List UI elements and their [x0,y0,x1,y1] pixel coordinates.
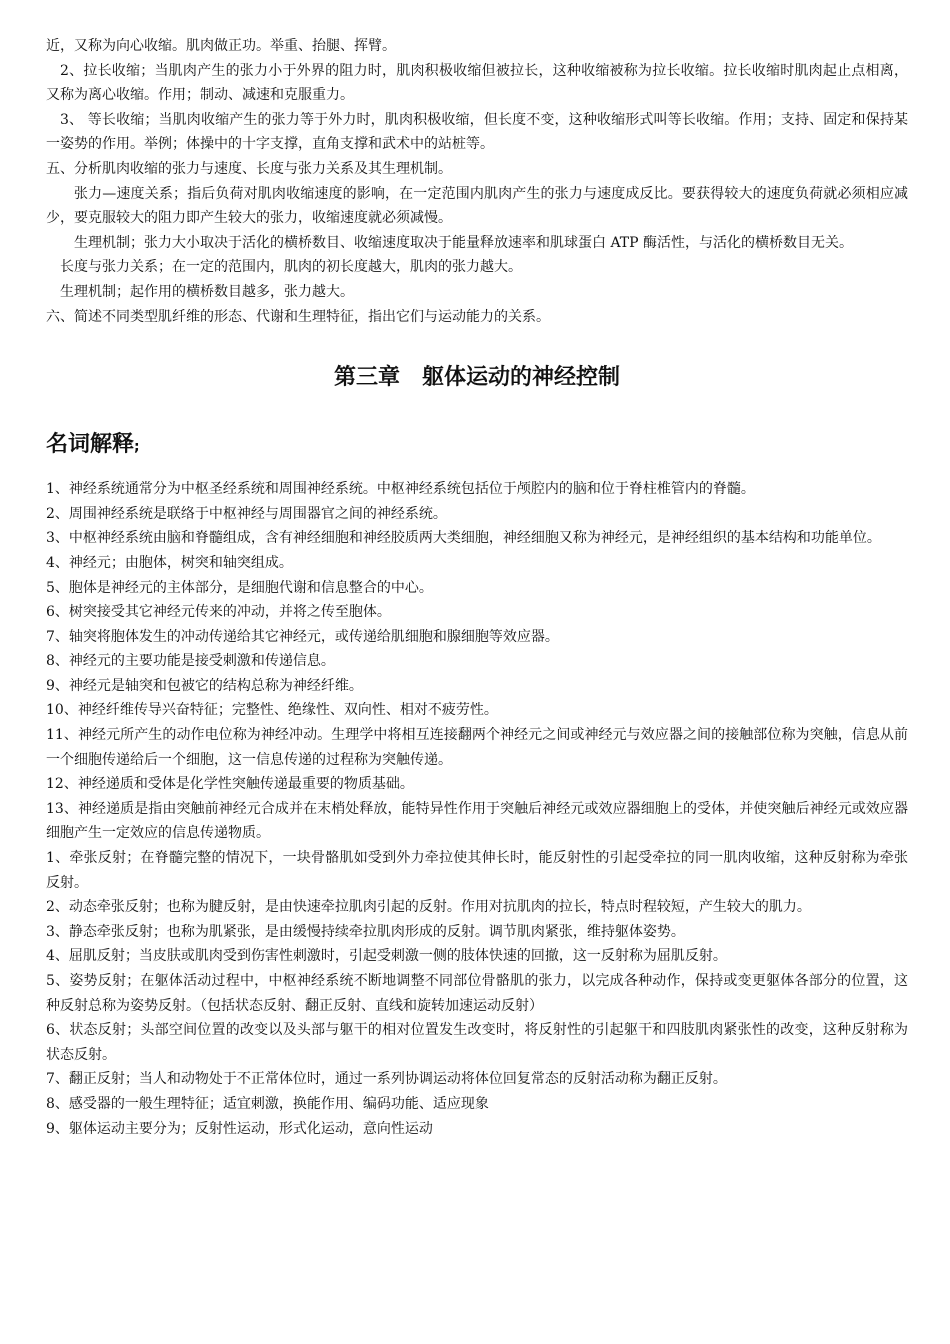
definition-item: 1、牵张反射；在脊髓完整的情况下，一块骨骼肌如受到外力牵拉使其伸长时，能反射性的引起受牵拉的同一肌肉收缩，这种反射称为牵张反射。 [46,850,908,891]
paragraph-length-tension: 长度与张力关系；在一定的范围内，肌肉的初长度越大，肌肉的张力越大。 [60,259,522,276]
definition-item: 6、树突接受其它神经元传来的冲动，并将之传至胞体。 [46,604,391,621]
document-page [46,34,908,1141]
section-title [46,430,908,462]
definition-item: 2、周围神经系统是联络于中枢神经与周围器官之间的神经系统。 [46,505,447,522]
definition-item: 7、翻正反射；当人和动物处于不正常体位时，通过一系列协调运动将体位回复常态的反射活动称为翻正反射。 [46,1071,727,1088]
definition-item: 8、神经元的主要功能是接受刺激和传递信息。 [46,653,335,670]
paragraph-mechanism-1: 生理机制；张力大小取决于活化的横桥数目、收缩速度取决于能量释放速率和肌球蛋白 ATP 酶活性，与活化的横桥数目无关。 [74,234,853,251]
question-five: 五、分析肌肉收缩的张力与速度、长度与张力关系及其生理机制。 [46,160,452,177]
definition-item: 2、动态牵张反射；也称为腱反射，是由快速牵拉肌肉引起的反射。作用对抗肌肉的拉长，特点时程较短，产生较大的肌力。 [46,899,811,916]
chapter-title [46,363,908,393]
definition-item: 1、神经系统通常分为中枢圣经系统和周围神经系统。中枢神经系统包括位于颅腔内的脑和位于脊柱椎管内的脊髓。 [46,481,755,498]
definition-item: 9、神经元是轴突和包被它的结构总称为神经纤维。 [46,677,363,694]
definition-item: 8、感受器的一般生理特征；适宜刺激，换能作用、编码功能、适应现象 [46,1095,489,1112]
definition-item: 13、神经递质是指由突触前神经元合成并在末梢处释放，能特异性作用于突触后神经元或效应器细胞上的受体，并使突触后神经元或效应器细胞产生一定效应的信息传递物质。 [46,800,908,842]
paragraph-tension-velocity: 张力—速度关系；指后负荷对肌肉收缩速度的影响，在一定范围内肌肉产生的张力与速度成反比。要获得较大的速度负荷就必须相应减少，要克服较大的阻力即产生较大的张力，收缩速度就必须减慢。 [46,185,908,227]
definition-item: 10、神经纤维传导兴奋特征；完整性、绝缘性、双向性、相对不疲劳性。 [46,702,498,719]
chapter-name: 躯体运动的神经控制 [422,365,621,391]
definition-item: 6、状态反射；头部空间位置的改变以及头部与躯干的相对位置发生改变时，将反射性的引起躯干和四肢肌肉紧张性的改变，这种反射称为状态反射。 [46,1022,908,1063]
question-six: 六、简述不同类型肌纤维的形态、代谢和生理特征，指出它们与运动能力的关系。 [46,308,550,325]
definition-item: 7、轴突将胞体发生的冲动传递给其它神经元，或传递给肌细胞和腺细胞等效应器。 [46,628,559,645]
definition-item: 5、姿势反射；在躯体活动过程中，中枢神经系统不断地调整不同部位骨骼肌的张力，以完成各种动作，保持或变更躯体各部分的位置，这种反射总称为姿势反射。（包括状态反射、翻正反射、直线和旋转加速运动反射） [46,973,908,1014]
section-title-text: 名词解释 [46,432,135,458]
paragraph-isometric: 3、 等长收缩；当肌肉收缩产生的张力等于外力时，肌肉积极收缩，但长度不变，这种收缩形式叫等长收缩。作用；支持、固定和保持某一姿势的作用。举例；体操中的十字支撑，直角支撑和武术中的站桩等。 [46,111,908,153]
paragraph-concentric-cont: 近，又称为向心收缩。肌肉做正功。举重、抬腿、挥臂。 [46,38,396,54]
chapter-number: 第三章 [333,365,400,391]
section-title-suffix: ; [134,439,140,456]
definition-item: 12、神经递质和受体是化学性突触传递最重要的物质基础。 [46,776,414,793]
definition-item: 3、静态牵张反射；也称为肌紧张，是由缓慢持续牵拉肌肉形成的反射。调节肌肉紧张，维持躯体姿势。 [46,923,685,940]
definition-item: 4、神经元；由胞体，树突和轴突组成。 [46,554,293,571]
definition-item: 9、躯体运动主要分为；反射性运动，形式化运动，意向性运动 [46,1120,433,1137]
paragraph-mechanism-2: 生理机制；起作用的横桥数目越多，张力越大。 [60,283,354,300]
definition-list [46,477,908,1141]
definition-item: 4、屈肌反射；当皮肤或肌肉受到伤害性刺激时，引起受刺激一侧的肢体快速的回撤，这一反射称为屈肌反射。 [46,948,727,965]
definition-item: 3、中枢神经系统由脑和脊髓组成，含有神经细胞和神经胶质两大类细胞，神经细胞又称为神经元，是神经组织的基本结构和功能单位。 [46,530,881,547]
paragraph-eccentric: 2、拉长收缩；当肌肉产生的张力小于外界的阻力时，肌肉积极收缩但被拉长，这种收缩被称为拉长收缩。拉长收缩时肌肉起止点相离，又称为离心收缩。作用；制动、减速和克服重力。 [46,62,908,104]
definition-item: 11、神经元所产生的动作电位称为神经冲动。生理学中将相互连接翻两个神经元之间或神经元与效应器之间的接触部位称为突触，信息从前一个细胞传递给后一个细胞，这一信息传递的过程称为突触传递。 [46,727,908,768]
definition-item: 5、胞体是神经元的主体部分，是细胞代谢和信息整合的中心。 [46,579,433,596]
